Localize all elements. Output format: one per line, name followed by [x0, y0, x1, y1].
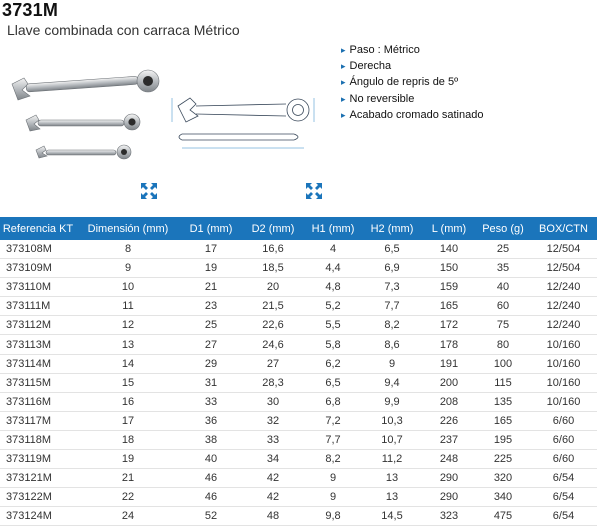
table-cell: 373108M [0, 240, 76, 259]
table-cell: 15 [76, 373, 180, 392]
table-cell: 373124M [0, 507, 76, 526]
table-cell: 8,6 [362, 335, 422, 354]
table-cell: 8,2 [304, 450, 362, 469]
table-row [0, 335, 597, 354]
table-cell: 9,4 [362, 373, 422, 392]
table-cell: 13 [362, 469, 422, 488]
table-cell: 52 [180, 507, 242, 526]
table-cell: 9 [362, 354, 422, 373]
table-cell: 373113M [0, 335, 76, 354]
column-header: L (mm) [422, 217, 476, 240]
table-cell: 9 [304, 488, 362, 507]
specifications-table [0, 217, 597, 526]
table-cell: 60 [476, 297, 530, 316]
feature-item: ▸ Acabado cromado satinado [341, 107, 483, 123]
table-cell: 373112M [0, 316, 76, 335]
table-cell: 165 [422, 297, 476, 316]
table-cell: 373109M [0, 259, 76, 278]
table-cell: 24 [76, 507, 180, 526]
table-cell: 7,3 [362, 278, 422, 297]
column-header: H2 (mm) [362, 217, 422, 240]
table-cell: 373117M [0, 411, 76, 430]
table-cell: 12/240 [530, 297, 597, 316]
table-cell: 33 [242, 430, 304, 449]
table-row [0, 240, 597, 259]
table-row [0, 507, 597, 526]
table-row [0, 392, 597, 411]
table-cell: 115 [476, 373, 530, 392]
feature-item: ▸ Derecha [341, 58, 483, 74]
table-header-row [0, 217, 597, 240]
table-cell: 6,5 [304, 373, 362, 392]
table-cell: 22 [76, 488, 180, 507]
table-cell: 12/504 [530, 240, 597, 259]
table-cell: 24,6 [242, 335, 304, 354]
table-cell: 11,2 [362, 450, 422, 469]
table-cell: 46 [180, 488, 242, 507]
table-row [0, 450, 597, 469]
table-row [0, 373, 597, 392]
table-cell: 9 [304, 469, 362, 488]
table-cell: 11 [76, 297, 180, 316]
table-cell: 208 [422, 392, 476, 411]
product-code: 3731M [2, 0, 59, 20]
feature-list [341, 42, 483, 123]
table-cell: 29 [180, 354, 242, 373]
table-cell: 36 [180, 411, 242, 430]
table-row [0, 430, 597, 449]
table-cell: 6,8 [304, 392, 362, 411]
table-cell: 30 [242, 392, 304, 411]
column-header: Referencia KT [0, 217, 76, 240]
table-cell: 19 [180, 259, 242, 278]
table-cell: 6/54 [530, 507, 597, 526]
wrench-small [36, 145, 131, 159]
table-cell: 12/240 [530, 278, 597, 297]
table-cell: 10,7 [362, 430, 422, 449]
table-row [0, 469, 597, 488]
table-cell: 12/240 [530, 316, 597, 335]
table-cell: 10/160 [530, 373, 597, 392]
table-cell: 10,3 [362, 411, 422, 430]
table-cell: 100 [476, 354, 530, 373]
table-cell: 40 [180, 450, 242, 469]
column-header: BOX/CTN [530, 217, 597, 240]
table-cell: 27 [180, 335, 242, 354]
table-cell: 290 [422, 488, 476, 507]
table-cell: 7,2 [304, 411, 362, 430]
table-cell: 22,6 [242, 316, 304, 335]
table-cell: 140 [422, 240, 476, 259]
table-cell: 195 [476, 430, 530, 449]
table-cell: 6,2 [304, 354, 362, 373]
table-cell: 226 [422, 411, 476, 430]
table-row [0, 259, 597, 278]
table-cell: 14,5 [362, 507, 422, 526]
table-cell: 323 [422, 507, 476, 526]
product-photo [4, 68, 164, 164]
table-cell: 17 [76, 411, 180, 430]
table-cell: 373114M [0, 354, 76, 373]
table-cell: 248 [422, 450, 476, 469]
table-cell: 13 [76, 335, 180, 354]
table-cell: 12 [76, 316, 180, 335]
table-cell: 340 [476, 488, 530, 507]
table-body [0, 240, 597, 526]
table-cell: 6/60 [530, 411, 597, 430]
table-cell: 6/54 [530, 469, 597, 488]
table-cell: 19 [76, 450, 180, 469]
table-cell: 18,5 [242, 259, 304, 278]
table-cell: 373110M [0, 278, 76, 297]
table-cell: 23 [180, 297, 242, 316]
table-cell: 5,5 [304, 316, 362, 335]
table-cell: 25 [180, 316, 242, 335]
table-cell: 290 [422, 469, 476, 488]
column-header: D1 (mm) [180, 217, 242, 240]
table-cell: 200 [422, 373, 476, 392]
table-cell: 4,4 [304, 259, 362, 278]
table-cell: 9,9 [362, 392, 422, 411]
table-cell: 31 [180, 373, 242, 392]
table-cell: 16,6 [242, 240, 304, 259]
table-cell: 373111M [0, 297, 76, 316]
feature-item: ▸ Ángulo de repris de 5º [341, 74, 483, 90]
table-cell: 48 [242, 507, 304, 526]
table-cell: 6/60 [530, 450, 597, 469]
table-cell: 10/160 [530, 392, 597, 411]
table-cell: 8 [76, 240, 180, 259]
feature-item: ▸ Paso : Métrico [341, 42, 483, 58]
table-cell: 21 [180, 278, 242, 297]
column-header: Dimensión (mm) [76, 217, 180, 240]
table-cell: 28,3 [242, 373, 304, 392]
table-cell: 4 [304, 240, 362, 259]
table-cell: 172 [422, 316, 476, 335]
table-cell: 13 [362, 488, 422, 507]
table-cell: 373122M [0, 488, 76, 507]
table-cell: 165 [476, 411, 530, 430]
wrench-large [12, 70, 159, 100]
table-cell: 6,5 [362, 240, 422, 259]
table-cell: 475 [476, 507, 530, 526]
table-row [0, 488, 597, 507]
table-cell: 80 [476, 335, 530, 354]
table-cell: 373116M [0, 392, 76, 411]
table-cell: 373118M [0, 430, 76, 449]
expand-arrows-icon[interactable] [140, 182, 158, 200]
table-cell: 237 [422, 430, 476, 449]
table-row [0, 411, 597, 430]
table-cell: 14 [76, 354, 180, 373]
table-cell: 21 [76, 469, 180, 488]
table-row [0, 297, 597, 316]
table-cell: 10 [76, 278, 180, 297]
table-cell: 373115M [0, 373, 76, 392]
table-cell: 4,8 [304, 278, 362, 297]
table-cell: 17 [180, 240, 242, 259]
table-cell: 320 [476, 469, 530, 488]
table-cell: 5,8 [304, 335, 362, 354]
technical-drawing [168, 92, 328, 152]
table-cell: 159 [422, 278, 476, 297]
table-cell: 7,7 [304, 430, 362, 449]
table-cell: 32 [242, 411, 304, 430]
table-cell: 6/54 [530, 488, 597, 507]
table-cell: 5,2 [304, 297, 362, 316]
table-cell: 75 [476, 316, 530, 335]
table-cell: 178 [422, 335, 476, 354]
table-cell: 46 [180, 469, 242, 488]
table-cell: 9,8 [304, 507, 362, 526]
table-cell: 38 [180, 430, 242, 449]
table-cell: 9 [76, 259, 180, 278]
expand-arrows-icon[interactable] [305, 182, 323, 200]
table-cell: 150 [422, 259, 476, 278]
table-cell: 191 [422, 354, 476, 373]
table-cell: 35 [476, 259, 530, 278]
table-cell: 33 [180, 392, 242, 411]
table-cell: 373119M [0, 450, 76, 469]
table-cell: 6/60 [530, 430, 597, 449]
table-cell: 225 [476, 450, 530, 469]
column-header: D2 (mm) [242, 217, 304, 240]
table-cell: 373121M [0, 469, 76, 488]
table-cell: 27 [242, 354, 304, 373]
table-cell: 7,7 [362, 297, 422, 316]
table-cell: 18 [76, 430, 180, 449]
column-header: H1 (mm) [304, 217, 362, 240]
table-cell: 42 [242, 488, 304, 507]
table-cell: 135 [476, 392, 530, 411]
table-cell: 25 [476, 240, 530, 259]
feature-item: ▸ No reversible [341, 91, 483, 107]
table-cell: 34 [242, 450, 304, 469]
table-cell: 10/160 [530, 354, 597, 373]
wrench-medium [26, 114, 140, 131]
product-subtitle: Llave combinada con carraca Métrico [7, 22, 240, 38]
table-cell: 10/160 [530, 335, 597, 354]
table-row [0, 316, 597, 335]
table-row [0, 354, 597, 373]
table-cell: 20 [242, 278, 304, 297]
table-cell: 21,5 [242, 297, 304, 316]
table-cell: 42 [242, 469, 304, 488]
table-cell: 8,2 [362, 316, 422, 335]
table-cell: 6,9 [362, 259, 422, 278]
table-cell: 40 [476, 278, 530, 297]
table-row [0, 278, 597, 297]
table-cell: 12/504 [530, 259, 597, 278]
table-cell: 16 [76, 392, 180, 411]
column-header: Peso (g) [476, 217, 530, 240]
